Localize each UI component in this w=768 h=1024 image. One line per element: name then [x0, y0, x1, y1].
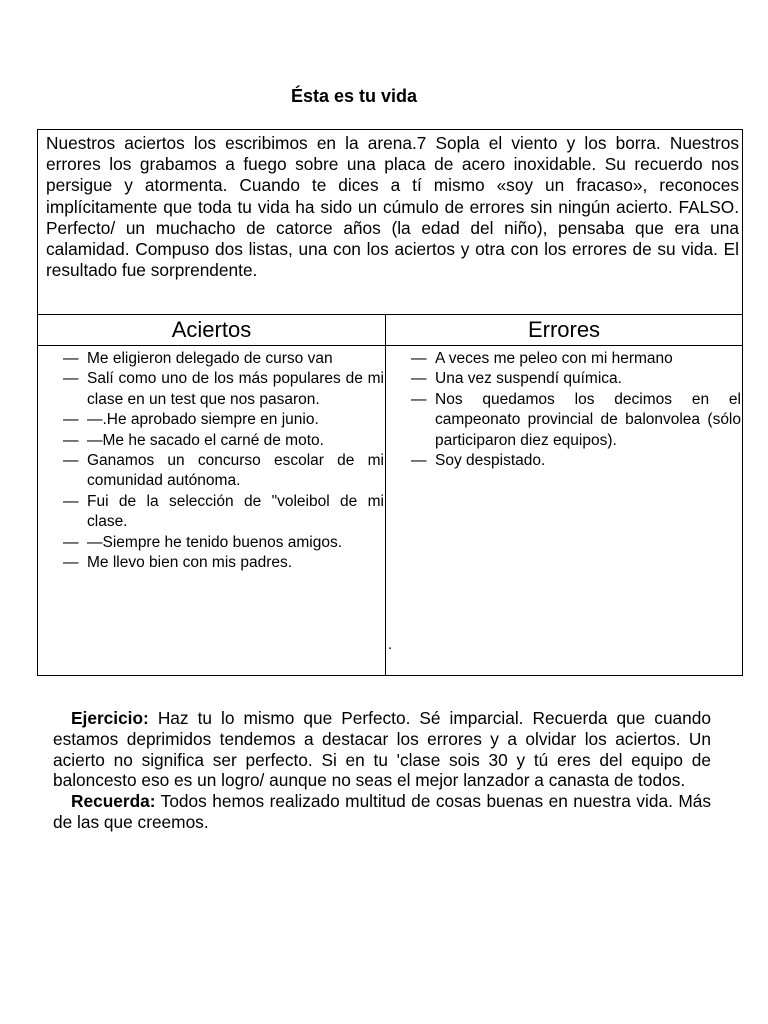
list-item: — Una vez suspendí química.	[411, 369, 741, 389]
errores-header: Errores	[527, 317, 601, 342]
dash-bullet: —	[63, 554, 79, 572]
aciertos-header: Aciertos	[171, 317, 252, 342]
recuerda-text: Todos hemos realizado multitud de cosas buenas en nuestra vida. Más de las que creemos.	[53, 791, 711, 832]
ejercicio-text: Haz tu lo mismo que Perfecto. Sé imparcial. Recuerda que cuando estamos deprimidos tendemos a destacar los errores y a olvidar los aciertos. Un acierto no significa ser perfecto. Si en tu 'clase sois 30 y tú eres del equipo de baloncesto eso es un logro/ aunque no seas el mejor lanzador a canasta de todos.	[53, 708, 711, 791]
ejercicio-label: Ejercicio:	[71, 708, 149, 728]
dash-bullet: —	[63, 350, 79, 367]
errores-list	[411, 349, 741, 471]
list-item: — —Me he sacado el carné de moto.	[63, 431, 384, 451]
list-item: — —.He aprobado siempre en junio.	[63, 410, 384, 430]
dash-bullet: —	[411, 370, 427, 388]
recuerda-paragraph	[53, 791, 711, 833]
ejercicio-paragraph	[53, 708, 711, 791]
stray-mark: .	[388, 636, 393, 653]
dash-bullet: —	[63, 533, 79, 551]
dash-bullet: —	[63, 431, 79, 449]
intro-paragraph: Nuestros aciertos los escribimos en la arena.7 Sopla el viento y los borra. Nuestros errores los grabamos a fuego sobre una placa de acero inoxidable. Su recuerdo nos persigue y atormenta. Cuando te dices a tí mismo «soy un fracaso», reconoces implícitamente que toda tu vida ha sido un cúmulo de errores sin ningún acierto. FALSO. Perfecto/ un muchacho de catorce años (la edad del niño), pensaba que era una calamidad. Compuso dos listas, una con los aciertos y otra con los errores de su vida. El resultado fue sorprendente.	[38, 130, 742, 315]
list-item: — Me eligieron delegado de curso van	[63, 349, 384, 369]
dash-bullet: —	[63, 492, 79, 510]
dash-bullet: —	[63, 452, 79, 470]
list-item: — Fui de la selección de "voleibol de mi clase.	[63, 492, 384, 531]
recuerda-label: Recuerda:	[71, 791, 156, 812]
list-item: — Me llevo bien con mis padres.	[63, 553, 384, 573]
page-title: Ésta es tu vida	[290, 86, 418, 106]
dash-bullet: —	[411, 350, 427, 367]
list-item: — Nos quedamos los decimos en el campeonato provincial de balonvolea (sólo participaron diez equipos).	[411, 390, 741, 449]
aciertos-list	[63, 349, 384, 573]
list-item: — Soy despistado.	[411, 451, 741, 471]
dash-bullet: —	[411, 390, 427, 408]
dash-bullet: —	[411, 452, 427, 470]
list-item: — Ganamos un concurso escolar de mi comunidad autónoma.	[63, 452, 384, 490]
dash-bullet: —	[63, 370, 79, 388]
column-header-row	[38, 315, 742, 346]
list-item: — —Siempre he tenido buenos amigos.	[63, 533, 384, 553]
list-item: — Salí como uno de los más populares de mi clase en un test que nos pasaron.	[63, 370, 384, 408]
story-table	[37, 129, 743, 676]
list-item: — A veces me peleo con mi hermano	[411, 349, 741, 369]
dash-bullet: —	[63, 411, 79, 429]
exercise-section	[53, 708, 711, 833]
column-divider	[385, 315, 386, 675]
